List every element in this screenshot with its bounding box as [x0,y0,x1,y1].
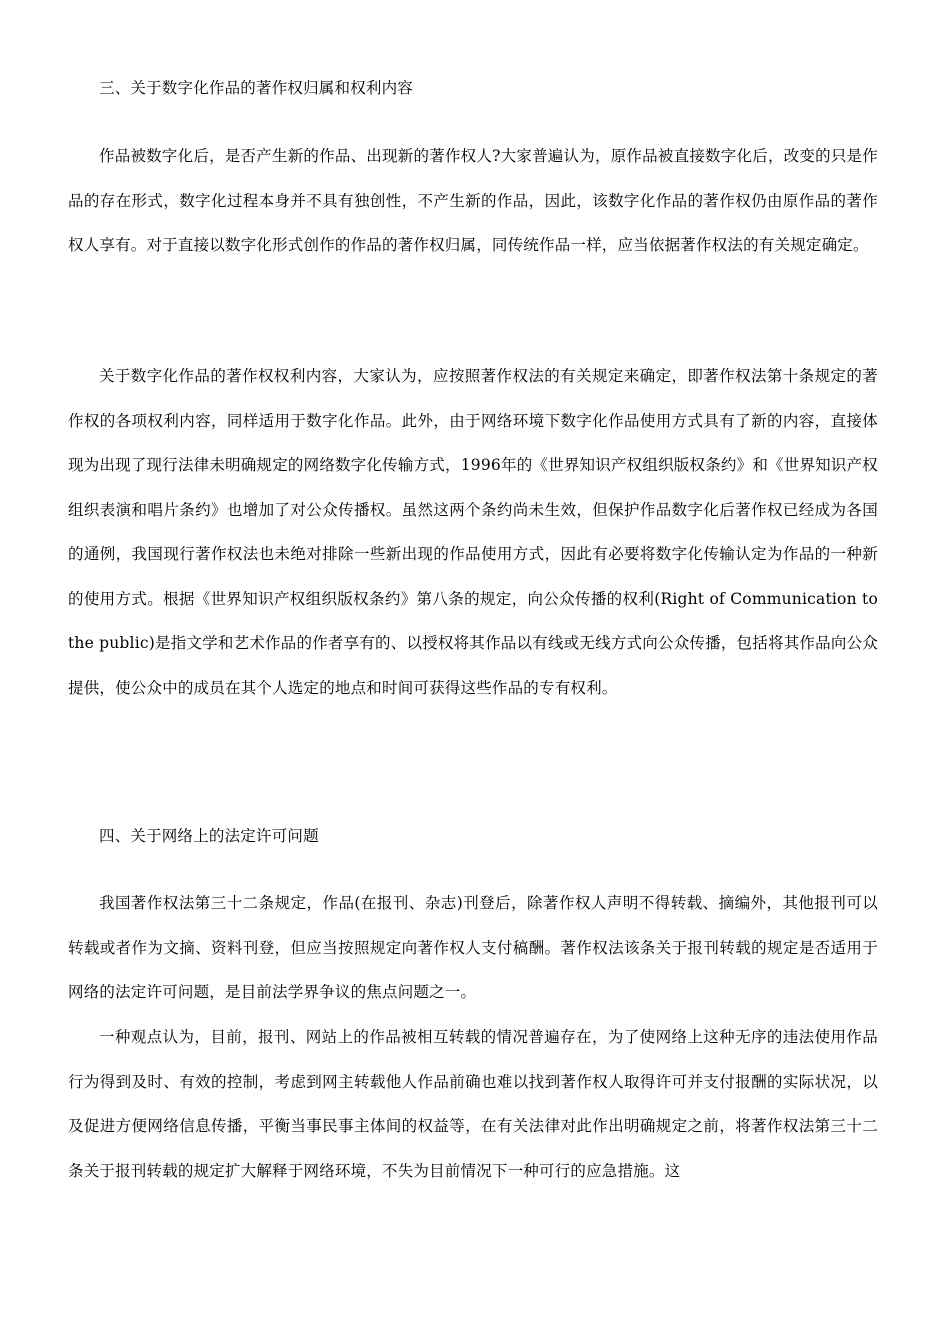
section-heading-3: 三、关于数字化作品的著作权归属和权利内容 [99,79,414,97]
paragraph-rights-content: 关于数字化作品的著作权权利内容，大家认为，应按照著作权法的有关规定来确定，即著作权法第十条规定的著作权的各项权利内容，同样适用于数字化作品。此外，由于网络环境下数字化作品使用方式具有了新的内容，直接体现为出现了现行法律未明确规定的网络数字化传输方式，1996年的《世界知识产权组织版权条约》和《世界知识产权组织表演和唱片条约》也增加了对公众传播权。虽然这两个条约尚未生效，但保护作品数字化后著作权已经成为各国的通例，我国现行著作权法也未绝对排除一些新出现的作品使用方式，因此有必要将数字化传输认定为作品的一种新的使用方式。根据《世界知识产权组织版权条约》第八条的规定，向公众传播的权利(Right of Communication to the public)是指文学和艺术作品的作者享有的、以授权将其作品以有线或无线方式向公众传播，包括将其作品向公众提供，使公众中的成员在其个人选定的地点和时间可获得这些作品的专有权利。 [68,367,878,697]
section-heading-4: 四、关于网络上的法定许可问题 [99,827,319,845]
paragraph-article-32: 我国著作权法第三十二条规定，作品(在报刊、杂志)刊登后，除著作权人声明不得转载、摘编外，其他报刊可以转载或者作为文摘、资料刊登，但应当按照规定向著作权人支付稿酬。著作权法该条关于报刊转载的规定是否适用于网络的法定许可问题，是目前法学界争议的焦点问题之一。 [68,894,878,1001]
paragraph-copyright-ownership: 作品被数字化后，是否产生新的作品、出现新的著作权人?大家普遍认为，原作品被直接数字化后，改变的只是作品的存在形式，数字化过程本身并不具有独创性，不产生新的作品，因此，该数字化作品的著作权仍由原作品的著作权人享有。对于直接以数字化形式创作的作品的著作权归属，同传统作品一样，应当依据著作权法的有关规定确定。 [68,147,878,254]
paragraph-first-viewpoint: 一种观点认为，目前，报刊、网站上的作品被相互转载的情况普遍存在，为了使网络上这种无序的违法使用作品行为得到及时、有效的控制，考虑到网主转载他人作品前确也难以找到著作权人取得许可并支付报酬的实际状况，以及促进方便网络信息传播，平衡当事民事主体间的权益等，在有关法律对此作出明确规定之前，将著作权法第三十二条关于报刊转载的规定扩大解释于网络环境，不失为目前情况下一种可行的应急措施。这 [68,1028,878,1180]
